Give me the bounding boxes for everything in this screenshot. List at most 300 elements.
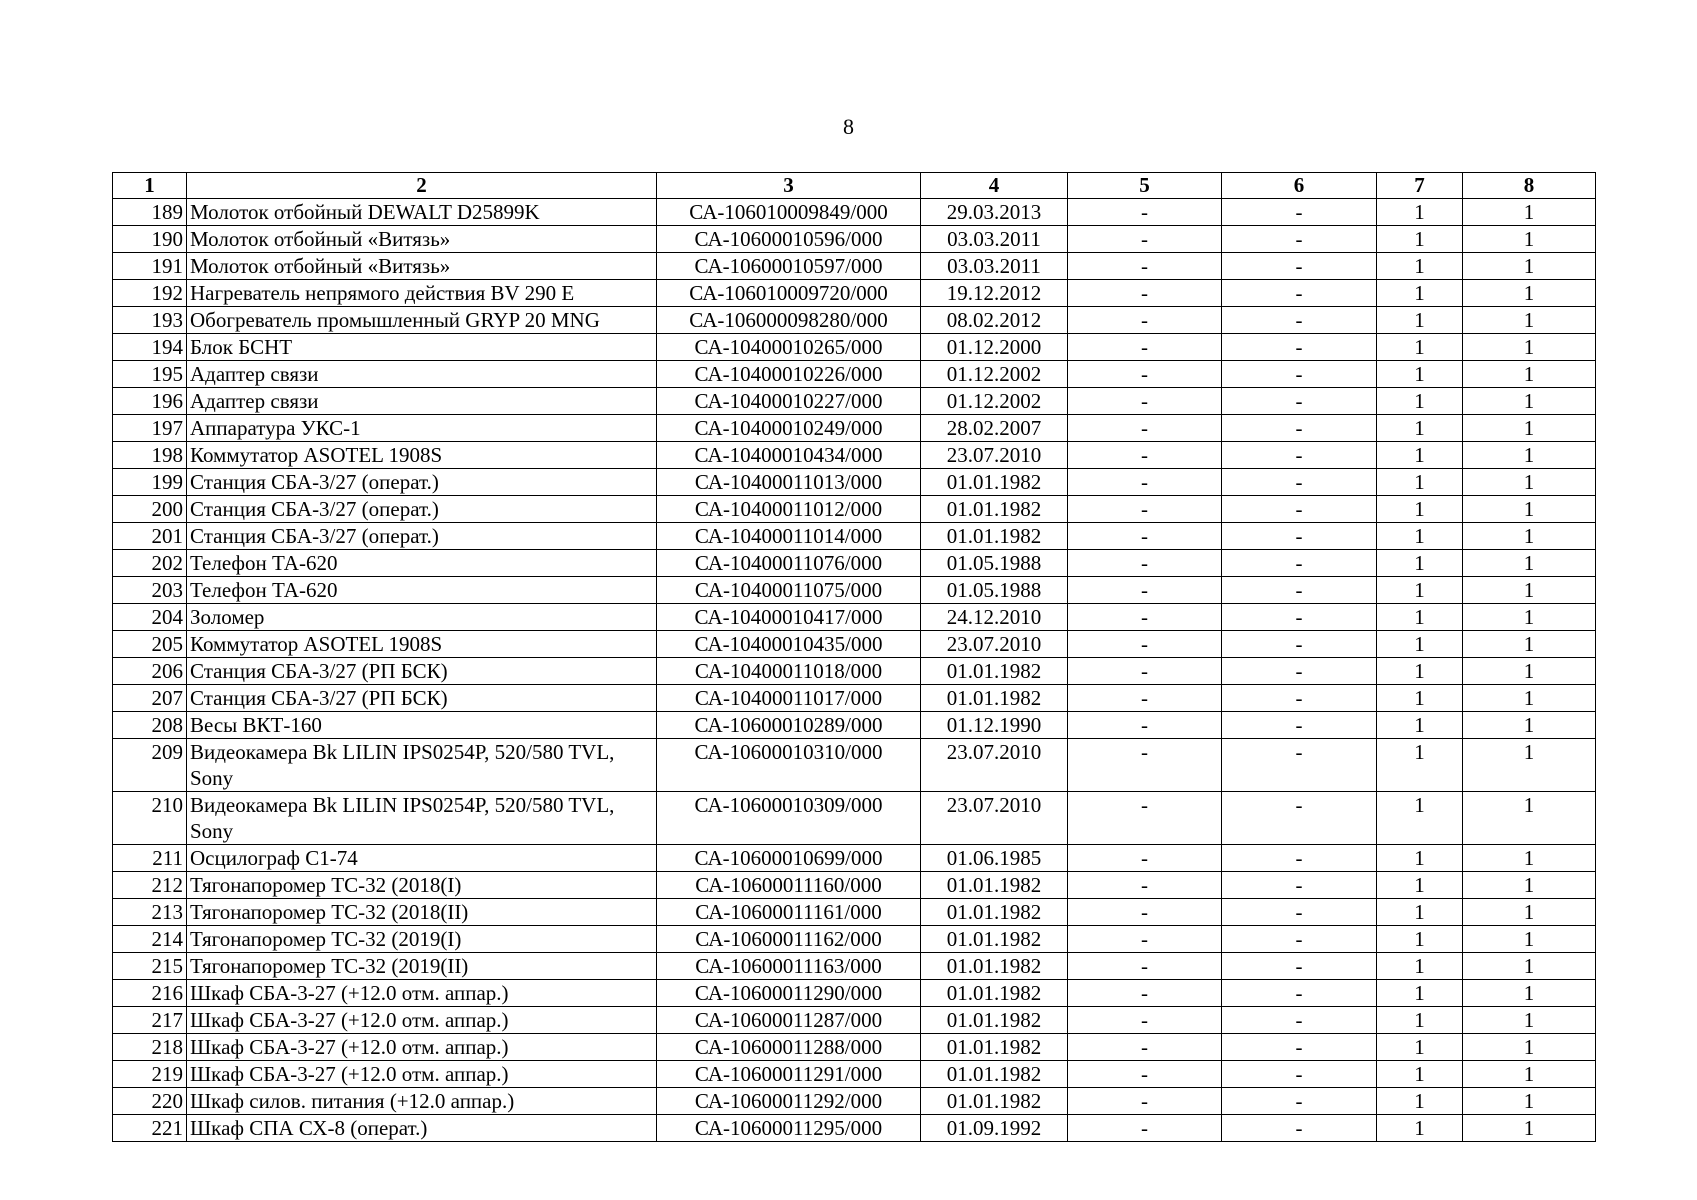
date-cell: 01.01.1982 — [921, 872, 1068, 899]
item-name-cell: Станция СБА-3/27 (РП БСК) — [187, 658, 657, 685]
table-row — [113, 199, 1596, 226]
date-cell: 01.12.2002 — [921, 388, 1068, 415]
value-5-cell: - — [1068, 604, 1222, 631]
row-number-cell: 196 — [113, 388, 187, 415]
row-number-cell: 200 — [113, 496, 187, 523]
row-number-cell: 211 — [113, 845, 187, 872]
item-name-cell: Телефон ТА-620 — [187, 550, 657, 577]
value-8-cell: 1 — [1463, 980, 1596, 1007]
row-number-cell: 202 — [113, 550, 187, 577]
date-cell: 01.01.1982 — [921, 1007, 1068, 1034]
table-row — [113, 253, 1596, 280]
value-5-cell: - — [1068, 685, 1222, 712]
date-cell: 01.01.1982 — [921, 980, 1068, 1007]
item-name-cell: Видеокамера Bk LILIN IPS0254P, 520/580 TVL, Sony — [187, 792, 657, 845]
table-row — [113, 577, 1596, 604]
value-5-cell: - — [1068, 415, 1222, 442]
item-name-cell: Шкаф СБА-3-27 (+12.0 отм. аппар.) — [187, 1061, 657, 1088]
column-header-1: 1 — [113, 173, 187, 199]
date-cell: 01.06.1985 — [921, 845, 1068, 872]
inventory-number-cell: СА-10600010310/000 — [657, 739, 921, 792]
table-header — [113, 173, 1596, 199]
value-5-cell: - — [1068, 792, 1222, 845]
row-number-cell: 189 — [113, 199, 187, 226]
value-7-cell: 1 — [1377, 604, 1463, 631]
table-row — [113, 980, 1596, 1007]
value-5-cell: - — [1068, 361, 1222, 388]
inventory-number-cell: СА-10600011291/000 — [657, 1061, 921, 1088]
row-number-cell: 215 — [113, 953, 187, 980]
date-cell: 01.09.1992 — [921, 1115, 1068, 1142]
inventory-number-cell: СА-10400011076/000 — [657, 550, 921, 577]
value-6-cell: - — [1222, 523, 1377, 550]
table-row — [113, 1115, 1596, 1142]
inventory-number-cell: СА-10400011013/000 — [657, 469, 921, 496]
value-5-cell: - — [1068, 712, 1222, 739]
value-8-cell: 1 — [1463, 953, 1596, 980]
row-number-cell: 219 — [113, 1061, 187, 1088]
value-7-cell: 1 — [1377, 1088, 1463, 1115]
item-name-cell: Шкаф СБА-3-27 (+12.0 отм. аппар.) — [187, 1034, 657, 1061]
value-8-cell: 1 — [1463, 1115, 1596, 1142]
value-8-cell: 1 — [1463, 685, 1596, 712]
row-number-cell: 206 — [113, 658, 187, 685]
date-cell: 01.05.1988 — [921, 550, 1068, 577]
value-5-cell: - — [1068, 550, 1222, 577]
inventory-number-cell: СА-10400010226/000 — [657, 361, 921, 388]
inventory-number-cell: СА-10600010596/000 — [657, 226, 921, 253]
value-5-cell: - — [1068, 334, 1222, 361]
value-6-cell: - — [1222, 685, 1377, 712]
value-6-cell: - — [1222, 253, 1377, 280]
item-name-cell: Станция СБА-3/27 (операт.) — [187, 469, 657, 496]
page-number: 8 — [843, 114, 854, 139]
date-cell: 01.01.1982 — [921, 523, 1068, 550]
item-name-cell: Коммутатор ASOTEL 1908S — [187, 442, 657, 469]
date-cell: 01.01.1982 — [921, 926, 1068, 953]
table-row — [113, 307, 1596, 334]
value-7-cell: 1 — [1377, 980, 1463, 1007]
value-6-cell: - — [1222, 845, 1377, 872]
item-name-cell: Блок БСНТ — [187, 334, 657, 361]
table-row — [113, 415, 1596, 442]
date-cell: 01.01.1982 — [921, 658, 1068, 685]
table-row — [113, 899, 1596, 926]
inventory-number-cell: СА-106000098280/000 — [657, 307, 921, 334]
item-name-cell: Шкаф силов. питания (+12.0 аппар.) — [187, 1088, 657, 1115]
value-5-cell: - — [1068, 496, 1222, 523]
value-6-cell: - — [1222, 631, 1377, 658]
value-7-cell: 1 — [1377, 845, 1463, 872]
row-number-cell: 201 — [113, 523, 187, 550]
date-cell: 01.12.2000 — [921, 334, 1068, 361]
row-number-cell: 191 — [113, 253, 187, 280]
date-cell: 01.01.1982 — [921, 469, 1068, 496]
inventory-number-cell: СА-10400010227/000 — [657, 388, 921, 415]
row-number-cell: 197 — [113, 415, 187, 442]
date-cell: 03.03.2011 — [921, 253, 1068, 280]
inventory-number-cell: СА-10600011162/000 — [657, 926, 921, 953]
table-row — [113, 631, 1596, 658]
table-row — [113, 1061, 1596, 1088]
value-7-cell: 1 — [1377, 469, 1463, 496]
table-row — [113, 442, 1596, 469]
value-7-cell: 1 — [1377, 496, 1463, 523]
inventory-number-cell: СА-10600011288/000 — [657, 1034, 921, 1061]
value-7-cell: 1 — [1377, 631, 1463, 658]
item-name-cell: Тягонапоромер ТС-32 (2019(II) — [187, 953, 657, 980]
table-row — [113, 280, 1596, 307]
item-name-cell: Шкаф СБА-3-27 (+12.0 отм. аппар.) — [187, 1007, 657, 1034]
date-cell: 01.01.1982 — [921, 953, 1068, 980]
value-7-cell: 1 — [1377, 739, 1463, 792]
value-7-cell: 1 — [1377, 415, 1463, 442]
value-6-cell: - — [1222, 415, 1377, 442]
value-6-cell: - — [1222, 926, 1377, 953]
row-number-cell: 199 — [113, 469, 187, 496]
row-number-cell: 216 — [113, 980, 187, 1007]
value-5-cell: - — [1068, 388, 1222, 415]
date-cell: 01.01.1982 — [921, 1088, 1068, 1115]
table-row — [113, 469, 1596, 496]
value-6-cell: - — [1222, 442, 1377, 469]
value-8-cell: 1 — [1463, 361, 1596, 388]
row-number-cell: 190 — [113, 226, 187, 253]
inventory-number-cell: СА-10600010289/000 — [657, 712, 921, 739]
value-5-cell: - — [1068, 442, 1222, 469]
value-7-cell: 1 — [1377, 523, 1463, 550]
value-8-cell: 1 — [1463, 550, 1596, 577]
row-number-cell: 217 — [113, 1007, 187, 1034]
inventory-number-cell: СА-106010009849/000 — [657, 199, 921, 226]
inventory-number-cell: СА-10600010597/000 — [657, 253, 921, 280]
value-8-cell: 1 — [1463, 1034, 1596, 1061]
date-cell: 23.07.2010 — [921, 792, 1068, 845]
value-6-cell: - — [1222, 658, 1377, 685]
value-8-cell: 1 — [1463, 899, 1596, 926]
inventory-number-cell: СА-10400010417/000 — [657, 604, 921, 631]
value-6-cell: - — [1222, 199, 1377, 226]
row-number-cell: 204 — [113, 604, 187, 631]
value-5-cell: - — [1068, 1088, 1222, 1115]
row-number-cell: 220 — [113, 1088, 187, 1115]
value-8-cell: 1 — [1463, 845, 1596, 872]
value-6-cell: - — [1222, 280, 1377, 307]
row-number-cell: 221 — [113, 1115, 187, 1142]
value-6-cell: - — [1222, 899, 1377, 926]
value-6-cell: - — [1222, 307, 1377, 334]
value-6-cell: - — [1222, 361, 1377, 388]
value-8-cell: 1 — [1463, 388, 1596, 415]
inventory-number-cell: СА-10400011075/000 — [657, 577, 921, 604]
table-row — [113, 550, 1596, 577]
inventory-number-cell: СА-10600010699/000 — [657, 845, 921, 872]
value-8-cell: 1 — [1463, 577, 1596, 604]
value-7-cell: 1 — [1377, 442, 1463, 469]
value-6-cell: - — [1222, 226, 1377, 253]
value-5-cell: - — [1068, 739, 1222, 792]
value-7-cell: 1 — [1377, 872, 1463, 899]
value-6-cell: - — [1222, 1034, 1377, 1061]
inventory-number-cell: СА-10600011160/000 — [657, 872, 921, 899]
value-5-cell: - — [1068, 845, 1222, 872]
value-8-cell: 1 — [1463, 442, 1596, 469]
inventory-number-cell: СА-10400010435/000 — [657, 631, 921, 658]
inventory-number-cell: СА-10400010434/000 — [657, 442, 921, 469]
inventory-number-cell: СА-10600011287/000 — [657, 1007, 921, 1034]
value-7-cell: 1 — [1377, 307, 1463, 334]
value-5-cell: - — [1068, 469, 1222, 496]
value-7-cell: 1 — [1377, 334, 1463, 361]
date-cell: 24.12.2010 — [921, 604, 1068, 631]
value-7-cell: 1 — [1377, 226, 1463, 253]
value-6-cell: - — [1222, 1007, 1377, 1034]
table-row — [113, 334, 1596, 361]
value-7-cell: 1 — [1377, 899, 1463, 926]
item-name-cell: Адаптер связи — [187, 388, 657, 415]
value-8-cell: 1 — [1463, 1007, 1596, 1034]
column-header-8: 8 — [1463, 173, 1596, 199]
table-row — [113, 953, 1596, 980]
table-row — [113, 388, 1596, 415]
value-5-cell: - — [1068, 253, 1222, 280]
item-name-cell: Тягонапоромер ТС-32 (2018(II) — [187, 899, 657, 926]
date-cell: 23.07.2010 — [921, 631, 1068, 658]
value-7-cell: 1 — [1377, 1061, 1463, 1088]
value-7-cell: 1 — [1377, 577, 1463, 604]
inventory-number-cell: СА-10400011014/000 — [657, 523, 921, 550]
item-name-cell: Осцилограф С1-74 — [187, 845, 657, 872]
table-row — [113, 523, 1596, 550]
item-name-cell: Видеокамера Bk LILIN IPS0254P, 520/580 TVL, Sony — [187, 739, 657, 792]
value-5-cell: - — [1068, 523, 1222, 550]
date-cell: 08.02.2012 — [921, 307, 1068, 334]
item-name-cell: Адаптер связи — [187, 361, 657, 388]
value-6-cell: - — [1222, 1088, 1377, 1115]
value-7-cell: 1 — [1377, 1115, 1463, 1142]
value-5-cell: - — [1068, 1115, 1222, 1142]
value-8-cell: 1 — [1463, 307, 1596, 334]
table-row — [113, 604, 1596, 631]
value-7-cell: 1 — [1377, 792, 1463, 845]
row-number-cell: 210 — [113, 792, 187, 845]
table-row — [113, 845, 1596, 872]
value-7-cell: 1 — [1377, 712, 1463, 739]
item-name-cell: Обогреватель промышленный GRYP 20 MNG — [187, 307, 657, 334]
date-cell: 19.12.2012 — [921, 280, 1068, 307]
row-number-cell: 209 — [113, 739, 187, 792]
value-8-cell: 1 — [1463, 523, 1596, 550]
table-row — [113, 926, 1596, 953]
value-7-cell: 1 — [1377, 253, 1463, 280]
item-name-cell: Телефон ТА-620 — [187, 577, 657, 604]
table-row — [113, 226, 1596, 253]
value-6-cell: - — [1222, 334, 1377, 361]
inventory-number-cell: СА-106010009720/000 — [657, 280, 921, 307]
table-row — [113, 496, 1596, 523]
value-8-cell: 1 — [1463, 280, 1596, 307]
value-8-cell: 1 — [1463, 658, 1596, 685]
value-8-cell: 1 — [1463, 926, 1596, 953]
column-header-3: 3 — [657, 173, 921, 199]
value-5-cell: - — [1068, 658, 1222, 685]
value-7-cell: 1 — [1377, 388, 1463, 415]
value-8-cell: 1 — [1463, 712, 1596, 739]
date-cell: 01.01.1982 — [921, 1061, 1068, 1088]
date-cell: 01.01.1982 — [921, 496, 1068, 523]
value-6-cell: - — [1222, 792, 1377, 845]
value-6-cell: - — [1222, 980, 1377, 1007]
value-8-cell: 1 — [1463, 604, 1596, 631]
inventory-number-cell: СА-10600011292/000 — [657, 1088, 921, 1115]
value-8-cell: 1 — [1463, 253, 1596, 280]
item-name-cell: Станция СБА-3/27 (операт.) — [187, 496, 657, 523]
date-cell: 01.01.1982 — [921, 685, 1068, 712]
value-7-cell: 1 — [1377, 1034, 1463, 1061]
item-name-cell: Коммутатор ASOTEL 1908S — [187, 631, 657, 658]
value-5-cell: - — [1068, 872, 1222, 899]
column-header-4: 4 — [921, 173, 1068, 199]
date-cell: 01.12.2002 — [921, 361, 1068, 388]
table-row — [113, 361, 1596, 388]
row-number-cell: 195 — [113, 361, 187, 388]
value-8-cell: 1 — [1463, 1061, 1596, 1088]
value-8-cell: 1 — [1463, 792, 1596, 845]
row-number-cell: 218 — [113, 1034, 187, 1061]
value-6-cell: - — [1222, 872, 1377, 899]
value-6-cell: - — [1222, 739, 1377, 792]
value-8-cell: 1 — [1463, 334, 1596, 361]
value-8-cell: 1 — [1463, 199, 1596, 226]
item-name-cell: Молоток отбойный «Витязь» — [187, 253, 657, 280]
date-cell: 01.12.1990 — [921, 712, 1068, 739]
value-7-cell: 1 — [1377, 926, 1463, 953]
table-row — [113, 685, 1596, 712]
table-row — [113, 792, 1596, 845]
date-cell: 01.05.1988 — [921, 577, 1068, 604]
value-5-cell: - — [1068, 199, 1222, 226]
value-6-cell: - — [1222, 496, 1377, 523]
inventory-number-cell: СА-10400011018/000 — [657, 658, 921, 685]
row-number-cell: 213 — [113, 899, 187, 926]
value-8-cell: 1 — [1463, 496, 1596, 523]
value-5-cell: - — [1068, 926, 1222, 953]
value-5-cell: - — [1068, 1061, 1222, 1088]
row-number-cell: 212 — [113, 872, 187, 899]
table-row — [113, 712, 1596, 739]
value-6-cell: - — [1222, 604, 1377, 631]
item-name-cell: Тягонапоромер ТС-32 (2018(I) — [187, 872, 657, 899]
header-row — [113, 173, 1596, 199]
date-cell: 01.01.1982 — [921, 899, 1068, 926]
value-5-cell: - — [1068, 1007, 1222, 1034]
value-5-cell: - — [1068, 1034, 1222, 1061]
column-header-6: 6 — [1222, 173, 1377, 199]
date-cell: 03.03.2011 — [921, 226, 1068, 253]
row-number-cell: 207 — [113, 685, 187, 712]
value-7-cell: 1 — [1377, 658, 1463, 685]
value-5-cell: - — [1068, 307, 1222, 334]
value-6-cell: - — [1222, 1115, 1377, 1142]
item-name-cell: Молоток отбойный DEWALT D25899K — [187, 199, 657, 226]
value-6-cell: - — [1222, 953, 1377, 980]
date-cell: 23.07.2010 — [921, 739, 1068, 792]
column-header-5: 5 — [1068, 173, 1222, 199]
column-header-7: 7 — [1377, 173, 1463, 199]
item-name-cell: Аппаратура УКС-1 — [187, 415, 657, 442]
value-5-cell: - — [1068, 631, 1222, 658]
inventory-number-cell: СА-10600011161/000 — [657, 899, 921, 926]
table-row — [113, 739, 1596, 792]
item-name-cell: Станция СБА-3/27 (РП БСК) — [187, 685, 657, 712]
value-7-cell: 1 — [1377, 361, 1463, 388]
value-8-cell: 1 — [1463, 469, 1596, 496]
table-row — [113, 872, 1596, 899]
row-number-cell: 194 — [113, 334, 187, 361]
value-8-cell: 1 — [1463, 1088, 1596, 1115]
table-row — [113, 1088, 1596, 1115]
table-body — [113, 199, 1596, 1142]
table-row — [113, 1034, 1596, 1061]
value-5-cell: - — [1068, 980, 1222, 1007]
inventory-number-cell: СА-10600011163/000 — [657, 953, 921, 980]
column-header-2: 2 — [187, 173, 657, 199]
value-8-cell: 1 — [1463, 631, 1596, 658]
inventory-number-cell: СА-10400011017/000 — [657, 685, 921, 712]
item-name-cell: Шкаф СБА-3-27 (+12.0 отм. аппар.) — [187, 980, 657, 1007]
item-name-cell: Золомер — [187, 604, 657, 631]
date-cell: 23.07.2010 — [921, 442, 1068, 469]
value-5-cell: - — [1068, 280, 1222, 307]
row-number-cell: 198 — [113, 442, 187, 469]
inventory-number-cell: СА-10400011012/000 — [657, 496, 921, 523]
row-number-cell: 214 — [113, 926, 187, 953]
item-name-cell: Весы ВКТ-160 — [187, 712, 657, 739]
value-5-cell: - — [1068, 953, 1222, 980]
value-7-cell: 1 — [1377, 953, 1463, 980]
date-cell: 28.02.2007 — [921, 415, 1068, 442]
item-name-cell: Молоток отбойный «Витязь» — [187, 226, 657, 253]
date-cell: 29.03.2013 — [921, 199, 1068, 226]
value-6-cell: - — [1222, 469, 1377, 496]
value-8-cell: 1 — [1463, 872, 1596, 899]
row-number-cell: 203 — [113, 577, 187, 604]
inventory-number-cell: СА-10400010249/000 — [657, 415, 921, 442]
inventory-number-cell: СА-10600011295/000 — [657, 1115, 921, 1142]
value-8-cell: 1 — [1463, 226, 1596, 253]
date-cell: 01.01.1982 — [921, 1034, 1068, 1061]
value-6-cell: - — [1222, 388, 1377, 415]
value-7-cell: 1 — [1377, 1007, 1463, 1034]
row-number-cell: 205 — [113, 631, 187, 658]
value-6-cell: - — [1222, 1061, 1377, 1088]
table-row — [113, 1007, 1596, 1034]
item-name-cell: Нагреватель непрямого действия BV 290 E — [187, 280, 657, 307]
value-8-cell: 1 — [1463, 739, 1596, 792]
table-row — [113, 658, 1596, 685]
item-name-cell: Станция СБА-3/27 (операт.) — [187, 523, 657, 550]
item-name-cell: Тягонапоромер ТС-32 (2019(I) — [187, 926, 657, 953]
value-8-cell: 1 — [1463, 415, 1596, 442]
value-6-cell: - — [1222, 550, 1377, 577]
inventory-number-cell: СА-10600010309/000 — [657, 792, 921, 845]
value-7-cell: 1 — [1377, 550, 1463, 577]
value-6-cell: - — [1222, 712, 1377, 739]
row-number-cell: 208 — [113, 712, 187, 739]
value-6-cell: - — [1222, 577, 1377, 604]
value-7-cell: 1 — [1377, 685, 1463, 712]
value-7-cell: 1 — [1377, 280, 1463, 307]
